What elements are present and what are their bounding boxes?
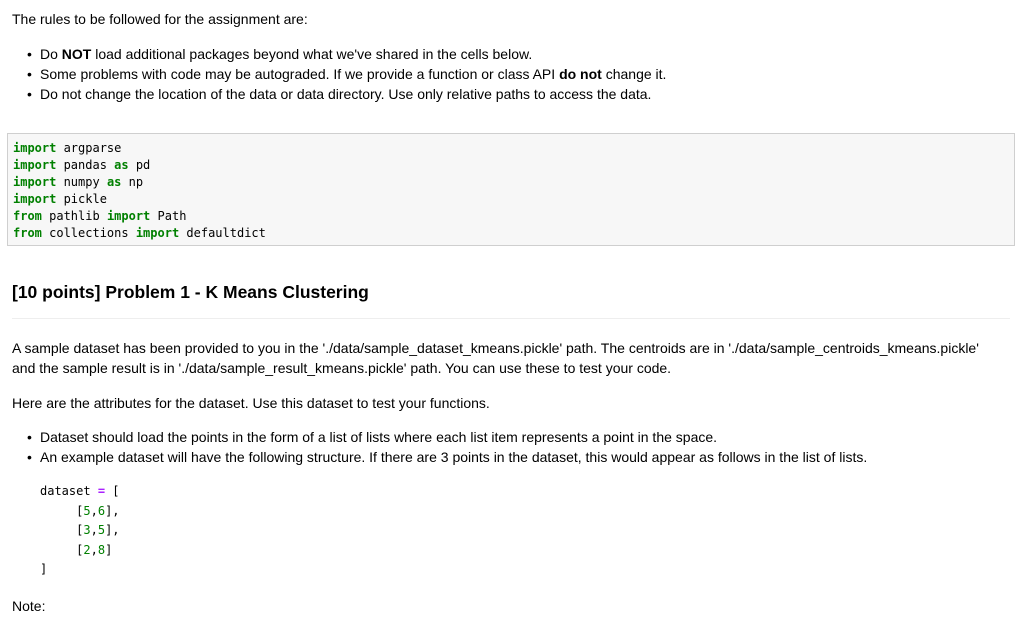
list-item: • Do NOT load additional packages beyond what we've shared in the cells below. <box>12 44 666 64</box>
problem-heading: [10 points] Problem 1 - K Means Clustering <box>12 282 369 302</box>
list-item: • Some problems with code may be autograded. If we provide a function or class API do not change it. <box>12 64 666 84</box>
list-item: • An example dataset will have the following structure. If there are 3 points in the dataset, this would appear as follows in the list of lists. <box>12 447 867 467</box>
code-line: from collections import defaultdict <box>13 226 266 240</box>
example-code-block <box>40 482 120 580</box>
problem-paragraph-line2: and the sample result is in './data/sample_result_kmeans.pickle' path. You can use these to test your code. <box>12 360 672 376</box>
code-line: [2,8] <box>76 542 113 557</box>
code-line: import pickle <box>13 192 107 206</box>
code-line: import argparse <box>13 141 122 155</box>
note-label: Note: <box>12 598 46 614</box>
list-item: • Do not change the location of the data or data directory. Use only relative paths to access the data. <box>12 84 666 104</box>
dataset-notes-list <box>12 427 867 467</box>
code-line: dataset = [ <box>40 484 120 498</box>
code-line: from pathlib import Path <box>13 209 187 223</box>
code-line: [3,5], <box>76 523 120 537</box>
code-cell[interactable] <box>7 133 1015 246</box>
list-item: • Dataset should load the points in the form of a list of lists where each list item represents a point in the space. <box>12 427 867 447</box>
code-line: import pandas as pd <box>13 158 151 172</box>
attributes-paragraph: Here are the attributes for the dataset. Use this dataset to test your functions. <box>12 395 490 411</box>
divider <box>12 318 1010 319</box>
code-line: [5,6], <box>76 503 120 518</box>
code-line: ] <box>40 562 48 576</box>
rules-intro: The rules to be followed for the assignment are: <box>12 11 308 27</box>
rules-list <box>12 44 666 104</box>
problem-paragraph-line1: A sample dataset has been provided to you in the './data/sample_dataset_kmeans.pickle' path. The centroids are in './data/sample_centroids_kmeans.pickle' <box>12 340 979 356</box>
code-line: import numpy as np <box>13 175 144 189</box>
